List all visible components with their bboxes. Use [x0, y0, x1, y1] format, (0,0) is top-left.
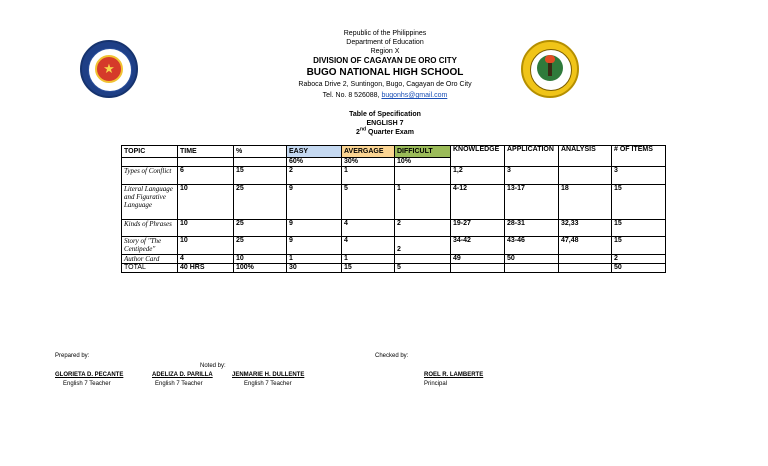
- row-time: 10: [178, 237, 234, 255]
- header-application: APPLICATION: [505, 146, 559, 167]
- header-easy: EASY: [287, 146, 342, 158]
- teacher1-name: GLORIETA D. PECANTE: [55, 372, 124, 378]
- row-average: 4: [342, 220, 395, 237]
- row-items: 2: [612, 255, 666, 264]
- row-topic: Kinds of Phrases: [122, 220, 178, 237]
- row-easy: 9: [287, 185, 342, 220]
- row-easy: 1: [287, 255, 342, 264]
- total-average: 15: [342, 264, 395, 273]
- subheader-blank: [178, 158, 234, 167]
- principal-name: ROEL R. LAMBERTE: [424, 372, 484, 378]
- row-time: 6: [178, 167, 234, 185]
- table-row: [122, 220, 666, 237]
- row-easy: 9: [287, 220, 342, 237]
- row-average: 4: [342, 237, 395, 255]
- row-difficult: 2: [395, 237, 451, 255]
- row-difficult: 1: [395, 185, 451, 220]
- row-time: 10: [178, 220, 234, 237]
- row-difficult: [395, 255, 451, 264]
- row-items: 3: [612, 167, 666, 185]
- header-knowledge: KNOWLEDGE: [451, 146, 505, 167]
- table-row: [122, 237, 666, 255]
- row-topic: Author Card: [122, 255, 178, 264]
- school-seal-logo: [80, 40, 138, 98]
- teacher2-role: English 7 Teacher: [155, 381, 203, 387]
- prepared-by-label: Prepared by:: [55, 353, 90, 359]
- row-knowledge: 1,2: [451, 167, 505, 185]
- total-difficult: 5: [395, 264, 451, 273]
- header-time: TIME: [178, 146, 234, 158]
- exam-label: Quarter Exam: [368, 129, 414, 136]
- row-average: 1: [342, 255, 395, 264]
- header-department: Department of Education: [346, 39, 424, 46]
- row-topic: Types of Conflict: [122, 167, 178, 185]
- row-percent: 25: [234, 220, 287, 237]
- noted-by-label: Noted by:: [200, 363, 226, 369]
- seal-emblem: [537, 55, 563, 81]
- subheader-easy-pct: 60%: [287, 158, 342, 167]
- header-average: AVERGAGE: [342, 146, 395, 158]
- row-items: 15: [612, 185, 666, 220]
- header-items: # OF ITEMS: [612, 146, 666, 167]
- header-school-name: BUGO NATIONAL HIGH SCHOOL: [306, 67, 464, 78]
- total-label: TOTAL: [122, 264, 178, 273]
- header-contact: [260, 91, 510, 100]
- subheader-blank: [122, 158, 178, 167]
- checked-by-label: Checked by:: [375, 353, 409, 359]
- total-items: 50: [612, 264, 666, 273]
- row-application: 3: [505, 167, 559, 185]
- exam-ordinal: nd: [359, 126, 367, 133]
- teacher1-role: English 7 Teacher: [63, 381, 111, 387]
- row-percent: 25: [234, 185, 287, 220]
- header-republic: Republic of the Philippines: [343, 30, 427, 37]
- email-link[interactable]: bugonhs@gmail.com: [381, 92, 448, 99]
- row-knowledge: 4-12: [451, 185, 505, 220]
- specification-table: [121, 145, 666, 273]
- total-easy: 30: [287, 264, 342, 273]
- row-items: 15: [612, 237, 666, 255]
- total-time: 40 HRS: [178, 264, 234, 273]
- row-application: 43-46: [505, 237, 559, 255]
- total-knowledge: [451, 264, 505, 273]
- row-knowledge: 34-42: [451, 237, 505, 255]
- row-easy: 9: [287, 237, 342, 255]
- row-analysis: 47,48: [559, 237, 612, 255]
- row-average: 5: [342, 185, 395, 220]
- total-percent: 100%: [234, 264, 287, 273]
- teacher2-name: ADELIZA D. PARILLA: [152, 372, 213, 378]
- table-header-row: [122, 146, 666, 158]
- row-percent: 10: [234, 255, 287, 264]
- row-items: 15: [612, 220, 666, 237]
- header-tel: Tel. No. 8 526088,: [322, 92, 380, 99]
- principal-role: Principal: [424, 381, 448, 387]
- row-analysis: 18: [559, 185, 612, 220]
- subheader-blank: [234, 158, 287, 167]
- row-difficult: [395, 167, 451, 185]
- doc-title: Table of Specification: [349, 111, 421, 118]
- row-easy: 2: [287, 167, 342, 185]
- row-knowledge: 19-27: [451, 220, 505, 237]
- row-average: 1: [342, 167, 395, 185]
- deped-seal-logo: [521, 40, 579, 98]
- table-row: [122, 255, 666, 264]
- row-difficult: 2: [395, 220, 451, 237]
- row-analysis: [559, 255, 612, 264]
- row-application: 28-31: [505, 220, 559, 237]
- header-percent: %: [234, 146, 287, 158]
- doc-exam: [260, 128, 510, 137]
- teacher3-name: JENMARIE H. DULLENTE: [232, 372, 305, 378]
- table-total-row: [122, 264, 666, 273]
- total-analysis: [559, 264, 612, 273]
- header-difficult: DIFFICULT: [395, 146, 451, 158]
- subheader-difficult-pct: 10%: [395, 158, 451, 167]
- row-application: 50: [505, 255, 559, 264]
- teacher3-role: English 7 Teacher: [244, 381, 292, 387]
- header-address: Raboca Drive 2, Suntingon, Bugo, Cagayan de Oro City: [298, 81, 472, 88]
- header-region: Region X: [370, 48, 400, 55]
- row-analysis: [559, 167, 612, 185]
- total-application: [505, 264, 559, 273]
- row-application: 13-17: [505, 185, 559, 220]
- header-analysis: ANALYSIS: [559, 146, 612, 167]
- row-topic: Story of "The Centipede": [122, 237, 178, 255]
- row-topic: Literal Language and Figurative Language: [122, 185, 178, 220]
- row-percent: 15: [234, 167, 287, 185]
- subheader-average-pct: 30%: [342, 158, 395, 167]
- seal-emblem: ★: [95, 55, 123, 83]
- exam-number: 2: [356, 129, 360, 136]
- row-time: 10: [178, 185, 234, 220]
- row-percent: 25: [234, 237, 287, 255]
- header-division: DIVISION OF CAGAYAN DE ORO CITY: [313, 56, 457, 65]
- row-knowledge: 49: [451, 255, 505, 264]
- table-row: [122, 185, 666, 220]
- doc-subject: ENGLISH 7: [366, 120, 404, 127]
- row-analysis: 32,33: [559, 220, 612, 237]
- header-topic: TOPIC: [122, 146, 178, 158]
- table-row: [122, 167, 666, 185]
- row-time: 4: [178, 255, 234, 264]
